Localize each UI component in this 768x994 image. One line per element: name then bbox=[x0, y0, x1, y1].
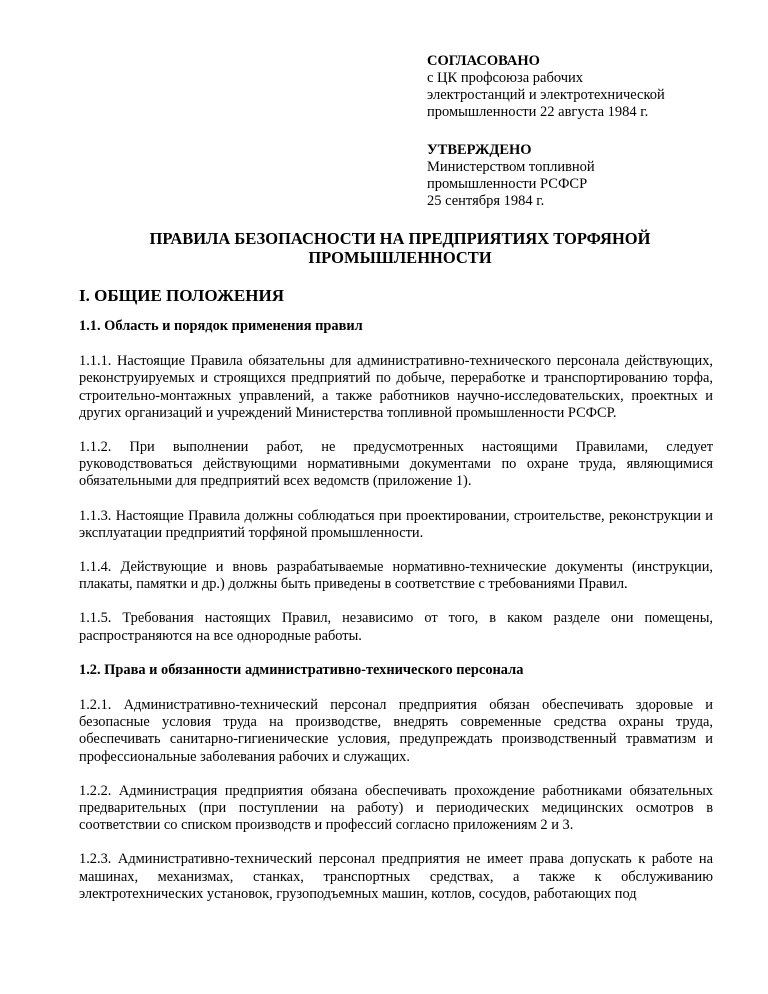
paragraph-1-1-2: 1.1.2. При выполнении работ, не предусмотренных настоящими Правилами, следует руководствоваться действующими нормативными документами по охране труда, являющимися обязательными для предприятий всех ведомств (приложение 1). bbox=[79, 439, 713, 490]
paragraph-1-1-4: 1.1.4. Действующие и вновь разрабатываемые нормативно-технические документы (инструкции, плакаты, памятки и др.) должны быть приведены в соответствие с требованиями Правил. bbox=[79, 559, 713, 593]
section-title: I. ОБЩИЕ ПОЛОЖЕНИЯ bbox=[79, 286, 284, 305]
subsection-title: 1.2. Права и обязанности административно-технического персонала bbox=[79, 661, 524, 678]
agreed-line: промышленности 22 августа 1984 г. bbox=[427, 104, 649, 120]
approved-line: Министерством топливной bbox=[427, 159, 595, 175]
agreed-line: с ЦК профсоюза рабочих bbox=[427, 70, 584, 86]
approved-block bbox=[427, 142, 727, 210]
approved-line: 25 сентября 1984 г. bbox=[427, 193, 545, 209]
agreed-line: электростанций и электротехнической bbox=[427, 87, 665, 103]
paragraph-1-2-2: 1.2.2. Администрация предприятия обязана обеспечивать прохождение работниками обязательных предварительных (при поступлении на работу) и периодических медицинских осмотров в соответствии со списком производств и профессий согласно приложениям 2 и 3. bbox=[79, 782, 713, 834]
document-title: ПРАВИЛА БЕЗОПАСНОСТИ НА ПРЕДПРИЯТИЯХ ТОРФЯНОЙ ПРОМЫШЛЕННОСТИ bbox=[149, 229, 651, 267]
agreed-heading: СОГЛАСОВАНО bbox=[427, 53, 540, 69]
agreed-block bbox=[427, 53, 727, 121]
paragraph-1-1-1: 1.1.1. Настоящие Правила обязательны для административно-технического персонала действующих, реконструируемых и строящихся предприятий по добыче, переработке и транспортированию торфа, строительно-монтажных управлений, а также работников научно-исследовательских, проектных и других организаций и учреждений Министерства топливной промышленности РСФСР. bbox=[79, 353, 713, 421]
document-body bbox=[79, 318, 713, 920]
paragraph-1-2-1: 1.2.1. Административно-технический персонал предприятия обязан обеспечивать здоровые и безопасные условия труда на производстве, внедрять современные средства охраны труда, обеспечивать санитарно-гигиенические условия, предупреждать производственный травматизм и профессиональные заболевания рабочих и служащих. bbox=[79, 697, 713, 765]
paragraph-1-2-3: 1.2.3. Административно-технический персонал предприятия не имеет права допускать к работе на машинах, механизмах, станках, транспортных средствах, а также к обслуживанию электротехнических установок, грузоподъемных машин, котлов, сосудов, работающих под bbox=[79, 851, 713, 902]
approved-heading: УТВЕРЖДЕНО bbox=[427, 142, 532, 158]
subsection-title: 1.1. Область и порядок применения правил bbox=[79, 318, 363, 334]
paragraph-1-1-5: 1.1.5. Требования настоящих Правил, независимо от того, в каком разделе они помещены, распространяются на все однородные работы. bbox=[79, 610, 713, 644]
approved-line: промышленности РСФСР bbox=[427, 176, 588, 192]
paragraph-1-1-3: 1.1.3. Настоящие Правила должны соблюдаться при проектировании, строительстве, реконструкции и эксплуатации предприятий торфяной промышленности. bbox=[79, 507, 713, 541]
